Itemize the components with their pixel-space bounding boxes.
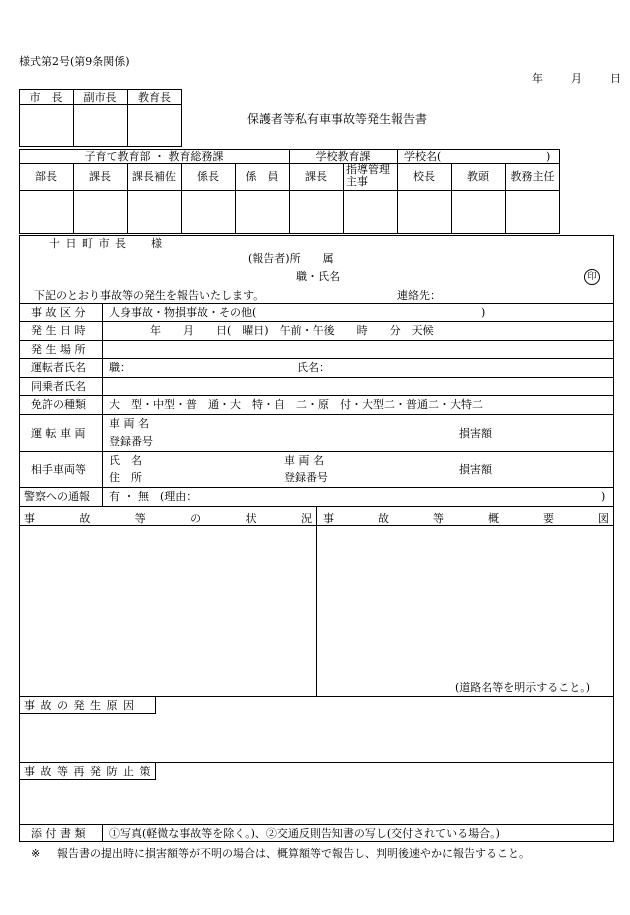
situation-label-char: 故 [79, 512, 91, 525]
map-label-char: 要 [543, 512, 554, 525]
situation-label-char: 等 [134, 512, 146, 525]
role-header: 校長 [413, 170, 435, 183]
license-value: 大 型・中型・普 通・大 特・自 二・原 付・大型二・普通二・大特二 [109, 398, 483, 411]
role-header: 課長 [89, 170, 111, 183]
map-label-char: 故 [378, 512, 389, 525]
prevention-label: 事 故 等 再 発 防 止 策 [24, 765, 152, 778]
category-value: 人身事故・物損事故・その他( [109, 306, 257, 319]
role-header: 課長補佐 [132, 170, 176, 183]
reporter-affiliation-label: (報告者)所 属 [248, 252, 334, 265]
approval-vice-mayor-header: 副市長 [83, 91, 117, 104]
role-header: 課長 [305, 170, 327, 183]
dept-school-section: 学校教育課 [315, 150, 371, 163]
license-label: 免許の種類 [31, 398, 86, 411]
map-label-char: 等 [433, 512, 444, 525]
other-damage-label: 損害額 [459, 463, 492, 476]
vehicle-damage-label: 損害額 [459, 427, 492, 440]
situation-label-char: 事 [24, 512, 35, 525]
map-note: (道路名等を明示すること。) [455, 681, 591, 694]
map-label-char: 図 [598, 512, 609, 525]
map-label-char: 概 [488, 512, 499, 525]
vehicle-reg-label: 登録番号 [109, 435, 153, 448]
map-label [323, 510, 609, 526]
situation-label-char: 状 [245, 512, 257, 525]
addressee: 十 日 町 市 長 様 [49, 237, 163, 250]
driver-job-label: 職： [109, 361, 131, 374]
approval-mayor-header: 市 長 [29, 91, 63, 104]
school-name-close: ) [546, 150, 551, 163]
police-label: 警察への通報 [24, 490, 90, 503]
contact-label: 連絡先： [397, 289, 441, 302]
report-date: 年 月 日 [532, 72, 623, 85]
driver-name-label: 氏名： [297, 361, 330, 374]
other-vehicle-label: 車 両 名 [284, 454, 324, 467]
form-number: 様式第2号(第9条関係) [19, 55, 130, 68]
situation-label-char: 況 [300, 512, 312, 525]
seal-mark: 印 [584, 269, 600, 285]
other-reg-label: 登録番号 [284, 471, 328, 484]
form-title: 保護者等私有車事故等発生報告書 [247, 112, 428, 126]
category-close: ) [481, 306, 486, 319]
situation-label-char: の [190, 512, 202, 525]
date-label: 発 生 日 時 [31, 324, 86, 337]
attachments-label: 添 付 書 類 [31, 827, 86, 840]
footnote: 報告書の提出時に損害額等が不明の場合は、概算額等で報告し、判明後速やかに報告すること。 [57, 847, 530, 860]
date-value: 年 月 日( 曜日) 午前・午後 時 分 天候 [150, 324, 434, 337]
map-label-char: 事 [323, 512, 334, 525]
category-label: 事 故 区 分 [31, 306, 86, 319]
footnote-mark: ※ [31, 847, 41, 860]
other-name-label: 氏 名 [109, 454, 142, 467]
driver-label: 運転者氏名 [31, 361, 86, 374]
other-party-label: 相手車両等 [31, 463, 86, 476]
role-header: 係長 [197, 170, 219, 183]
situation-label [24, 510, 312, 526]
role-header: 部長 [35, 170, 57, 183]
role-header: 指導管理主事 [346, 163, 390, 188]
role-header: 教務主任 [510, 170, 555, 183]
police-close: ) [601, 490, 606, 503]
reporter-name-label: 職・氏名 [296, 270, 340, 283]
report-statement: 下記のとおり事故等の発生を報告いたします。 [34, 289, 265, 302]
place-label: 発 生 場 所 [31, 343, 86, 356]
other-address-label: 住 所 [109, 471, 142, 484]
cause-label: 事 故 の 発 生 原 因 [24, 699, 135, 712]
school-name-label: 学校名( [404, 150, 442, 163]
police-value: 有 ・ 無 (理由： [109, 490, 198, 503]
vehicle-label: 運 転 車 両 [31, 427, 86, 440]
role-header: 教頭 [467, 170, 489, 183]
attachments-value: ①写真(軽微な事故等を除く。)、②交通反則告知書の写し(交付されている場合。) [109, 827, 500, 840]
role-header: 係 員 [245, 170, 279, 183]
approval-superintendent-header: 教育長 [138, 91, 171, 104]
dept-main-section: 子育て教育部 ・ 教育総務課 [84, 150, 224, 163]
vehicle-name-label: 車 両 名 [109, 417, 149, 430]
passenger-label: 同乗者氏名 [31, 380, 86, 393]
